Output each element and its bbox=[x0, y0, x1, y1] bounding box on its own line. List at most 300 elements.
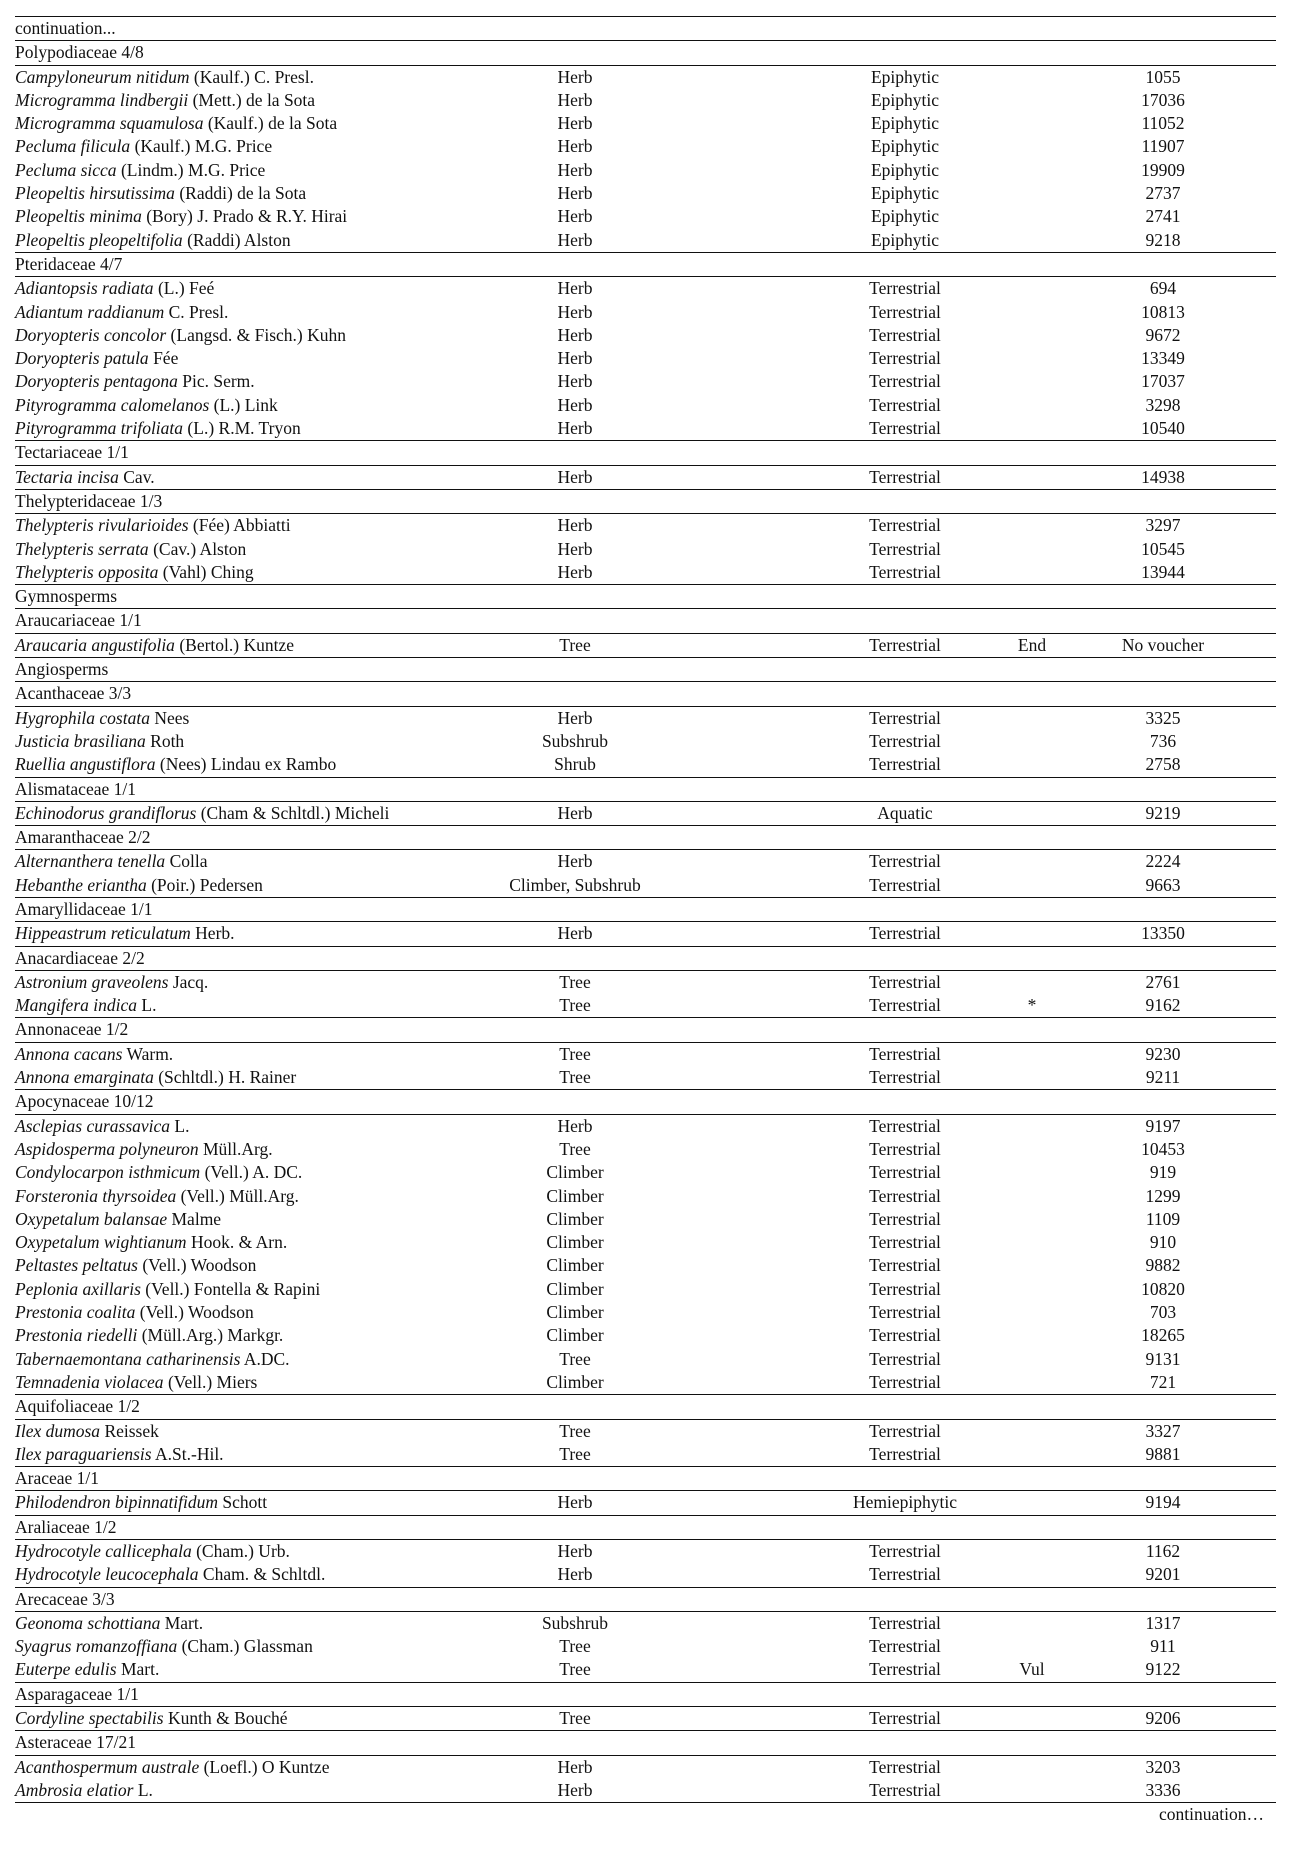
habit-cell: Climber, Subshrub bbox=[509, 874, 641, 895]
voucher-cell: 9881 bbox=[1145, 1443, 1181, 1464]
habit-cell: Herb bbox=[557, 851, 593, 872]
species-genus: Hygrophila costata bbox=[15, 707, 150, 728]
species-name bbox=[15, 277, 214, 300]
species-genus: Pecluma sicca bbox=[15, 159, 117, 180]
species-genus: Adiantum raddianum bbox=[15, 301, 165, 322]
substrate-cell: Aquatic bbox=[877, 802, 933, 823]
table-row bbox=[15, 753, 1276, 776]
species-name bbox=[15, 922, 235, 945]
species-name bbox=[15, 1756, 329, 1779]
species-genus: Hebanthe eriantha bbox=[15, 874, 147, 895]
habit-cell: Climber bbox=[546, 1208, 604, 1229]
species-name bbox=[15, 971, 208, 994]
species-authority: Jacq. bbox=[168, 971, 209, 992]
voucher-cell: 2758 bbox=[1145, 754, 1181, 775]
species-authority: Warm. bbox=[122, 1043, 174, 1064]
group-header-row bbox=[15, 489, 1276, 514]
habit-cell: Herb bbox=[557, 183, 593, 204]
species-genus: Tectaria incisa bbox=[15, 466, 119, 487]
voucher-cell: 10453 bbox=[1141, 1138, 1185, 1159]
species-genus: Hippeastrum reticulatum bbox=[15, 923, 191, 944]
voucher-cell: 17036 bbox=[1141, 89, 1185, 110]
species-authority: (Vell.) Miers bbox=[163, 1371, 258, 1392]
substrate-cell: Epiphytic bbox=[870, 136, 940, 157]
voucher-cell: 13349 bbox=[1141, 348, 1185, 369]
table-row bbox=[15, 922, 1276, 945]
habit-cell: Herb bbox=[557, 89, 593, 110]
table-row bbox=[15, 89, 1276, 112]
habit-cell: Climber bbox=[546, 1278, 604, 1299]
substrate-cell: Terrestrial bbox=[869, 1138, 941, 1159]
species-authority: (Bertol.) Kuntze bbox=[174, 634, 294, 655]
group-header-row bbox=[15, 777, 1276, 802]
voucher-cell: 9663 bbox=[1145, 874, 1181, 895]
substrate-cell: Terrestrial bbox=[869, 1208, 941, 1229]
table-row bbox=[15, 1491, 1276, 1514]
substrate-cell: Epiphytic bbox=[870, 229, 940, 250]
species-name bbox=[15, 1301, 254, 1324]
group-header: Aquifoliaceae 1/2 bbox=[15, 1396, 140, 1417]
habit-cell: Herb bbox=[557, 538, 593, 559]
species-name bbox=[15, 730, 184, 753]
species-genus: Hydrocotyle leucocephala bbox=[15, 1564, 199, 1585]
voucher-cell: 9162 bbox=[1145, 995, 1181, 1016]
habit-cell: Herb bbox=[557, 113, 593, 134]
voucher-cell: 3203 bbox=[1145, 1756, 1181, 1777]
habit-cell: Herb bbox=[557, 394, 593, 415]
group-header: Thelypteridaceae 1/3 bbox=[15, 490, 163, 511]
substrate-cell: Epiphytic bbox=[870, 183, 940, 204]
species-genus: Annona emarginata bbox=[15, 1067, 154, 1088]
voucher-cell: 14938 bbox=[1141, 466, 1185, 487]
group-header: Angiosperms bbox=[15, 659, 109, 680]
habit-cell: Climber bbox=[546, 1371, 604, 1392]
table-row bbox=[15, 1779, 1276, 1802]
group-header: Arecaceae 3/3 bbox=[15, 1588, 115, 1609]
group-header-row bbox=[15, 1466, 1276, 1491]
species-genus: Peltastes peltatus bbox=[15, 1255, 138, 1276]
species-genus: Oxypetalum balansae bbox=[15, 1208, 168, 1229]
substrate-cell: Terrestrial bbox=[869, 1162, 941, 1183]
substrate-cell: Terrestrial bbox=[869, 995, 941, 1016]
habit-cell: Tree bbox=[559, 1636, 591, 1657]
substrate-cell: Terrestrial bbox=[869, 1115, 941, 1136]
species-name bbox=[15, 634, 294, 657]
voucher-cell: 694 bbox=[1149, 278, 1177, 299]
species-authority: (Vell.) Fontella & Rapini bbox=[140, 1278, 321, 1299]
species-authority: (Raddi) Alston bbox=[182, 229, 291, 250]
group-header: Tectariaceae 1/1 bbox=[15, 442, 129, 463]
habit-cell: Herb bbox=[557, 371, 593, 392]
voucher-cell: 13350 bbox=[1141, 923, 1185, 944]
table-row bbox=[15, 301, 1276, 324]
group-header: Alismataceae 1/1 bbox=[15, 778, 136, 799]
species-genus: Forsteronia thyrsoidea bbox=[15, 1185, 177, 1206]
substrate-cell: Terrestrial bbox=[869, 1612, 941, 1633]
group-header-row bbox=[15, 252, 1276, 277]
group-header: Gymnosperms bbox=[15, 586, 118, 607]
species-authority: Schott bbox=[218, 1492, 268, 1513]
table-row bbox=[15, 1420, 1276, 1443]
substrate-cell: Terrestrial bbox=[869, 1420, 941, 1441]
table-row bbox=[15, 66, 1276, 89]
species-genus: Euterpe edulis bbox=[15, 1659, 117, 1680]
table-row bbox=[15, 1161, 1276, 1184]
substrate-cell: Epiphytic bbox=[870, 66, 940, 87]
group-header: Polypodiaceae 4/8 bbox=[15, 42, 144, 63]
substrate-cell: Epiphytic bbox=[870, 206, 940, 227]
species-genus: Doryopteris concolor bbox=[15, 324, 167, 345]
habit-cell: Herb bbox=[557, 136, 593, 157]
species-genus: Campyloneurum nitidum bbox=[15, 66, 190, 87]
species-name bbox=[15, 229, 291, 252]
substrate-cell: Terrestrial bbox=[869, 1659, 941, 1680]
species-authority: A.St.-Hil. bbox=[151, 1443, 224, 1464]
voucher-cell: 9131 bbox=[1145, 1348, 1181, 1369]
species-genus: Doryopteris pentagona bbox=[15, 371, 178, 392]
group-header-row bbox=[15, 682, 1276, 706]
species-name bbox=[15, 1371, 257, 1394]
table-row bbox=[15, 1658, 1276, 1681]
table-row bbox=[15, 1208, 1276, 1231]
group-header: Asparagaceae 1/1 bbox=[15, 1683, 139, 1704]
continuation-text: continuation… bbox=[1159, 1804, 1264, 1825]
habit-cell: Tree bbox=[559, 1420, 591, 1441]
substrate-cell: Terrestrial bbox=[869, 324, 941, 345]
species-genus: Pleopeltis hirsutissima bbox=[15, 183, 175, 204]
substrate-cell: Terrestrial bbox=[869, 1325, 941, 1346]
species-authority: (Vell.) A. DC. bbox=[200, 1162, 303, 1183]
habit-cell: Climber bbox=[546, 1232, 604, 1253]
species-name bbox=[15, 1612, 203, 1635]
species-name bbox=[15, 850, 207, 873]
habit-cell: Herb bbox=[557, 159, 593, 180]
species-authority: Cham. & Schltdl. bbox=[198, 1564, 326, 1585]
voucher-cell: 9230 bbox=[1145, 1043, 1181, 1064]
species-name bbox=[15, 1043, 173, 1066]
voucher-cell: 736 bbox=[1149, 730, 1177, 751]
habit-cell: Climber bbox=[546, 1185, 604, 1206]
species-authority: (Kaulf.) M.G. Price bbox=[130, 136, 273, 157]
species-name bbox=[15, 301, 228, 324]
voucher-cell: 911 bbox=[1150, 1636, 1176, 1657]
substrate-cell: Terrestrial bbox=[869, 418, 941, 439]
habit-cell: Tree bbox=[559, 995, 591, 1016]
species-name bbox=[15, 1231, 287, 1254]
table-row bbox=[15, 417, 1276, 440]
table-row bbox=[15, 466, 1276, 489]
table-row bbox=[15, 1348, 1276, 1371]
table-row bbox=[15, 1138, 1276, 1161]
table-row bbox=[15, 1635, 1276, 1658]
species-authority: Pic. Serm. bbox=[177, 371, 255, 392]
species-authority: Müll.Arg. bbox=[198, 1138, 273, 1159]
species-name bbox=[15, 324, 346, 347]
habit-cell: Tree bbox=[559, 1067, 591, 1088]
species-authority: Herb. bbox=[190, 923, 235, 944]
habit-cell: Herb bbox=[557, 466, 593, 487]
substrate-cell: Terrestrial bbox=[869, 1756, 941, 1777]
species-genus: Oxypetalum wightianum bbox=[15, 1232, 187, 1253]
table-row bbox=[15, 1254, 1276, 1277]
substrate-cell: Hemiepiphytic bbox=[852, 1492, 957, 1513]
species-authority: Mart. bbox=[116, 1659, 160, 1680]
voucher-cell: 721 bbox=[1149, 1371, 1177, 1392]
species-authority: (Vell.) Woodson bbox=[137, 1255, 257, 1276]
substrate-cell: Terrestrial bbox=[869, 1067, 941, 1088]
group-header-row bbox=[15, 1730, 1276, 1755]
species-name bbox=[15, 1658, 159, 1681]
group-header: Annonaceae 1/2 bbox=[15, 1019, 129, 1040]
substrate-cell: Terrestrial bbox=[869, 851, 941, 872]
species-name bbox=[15, 1491, 267, 1514]
voucher-cell: 9201 bbox=[1145, 1564, 1181, 1585]
species-name bbox=[15, 466, 155, 489]
voucher-cell: 910 bbox=[1149, 1232, 1177, 1253]
species-genus: Thelypteris serrata bbox=[15, 538, 149, 559]
species-authority: Hook. & Arn. bbox=[186, 1232, 288, 1253]
group-header: Araliaceae 1/2 bbox=[15, 1516, 117, 1537]
species-name bbox=[15, 538, 246, 561]
species-genus: Geonoma schottiana bbox=[15, 1612, 161, 1633]
substrate-cell: Epiphytic bbox=[870, 89, 940, 110]
habit-cell: Herb bbox=[557, 1115, 593, 1136]
species-authority: (Kaulf.) de la Sota bbox=[203, 113, 338, 134]
species-genus: Microgramma lindbergii bbox=[15, 89, 189, 110]
substrate-cell: Terrestrial bbox=[869, 278, 941, 299]
table-row bbox=[15, 538, 1276, 561]
species-name bbox=[15, 1324, 283, 1347]
voucher-cell: 9219 bbox=[1145, 802, 1181, 823]
table-row bbox=[15, 135, 1276, 158]
table-row bbox=[15, 1231, 1276, 1254]
species-name bbox=[15, 370, 255, 393]
habit-cell: Herb bbox=[557, 1779, 593, 1800]
species-authority: (Langsd. & Fisch.) Kuhn bbox=[166, 324, 347, 345]
voucher-cell: 3297 bbox=[1145, 515, 1181, 536]
substrate-cell: Terrestrial bbox=[869, 561, 941, 582]
group-header-row bbox=[15, 946, 1276, 971]
species-name bbox=[15, 1563, 325, 1586]
species-genus: Microgramma squamulosa bbox=[15, 113, 204, 134]
species-genus: Adiantopsis radiata bbox=[15, 278, 154, 299]
voucher-cell: 1317 bbox=[1145, 1612, 1181, 1633]
group-header: Araceae 1/1 bbox=[15, 1468, 100, 1489]
habit-cell: Herb bbox=[557, 802, 593, 823]
table-row bbox=[15, 277, 1276, 300]
species-genus: Asclepias curassavica bbox=[15, 1115, 171, 1136]
substrate-cell: Epiphytic bbox=[870, 159, 940, 180]
species-authority: Colla bbox=[165, 851, 208, 872]
continuation-text: continuation... bbox=[15, 18, 116, 38]
species-genus: Alternanthera tenella bbox=[15, 851, 166, 872]
habit-cell: Herb bbox=[557, 923, 593, 944]
table-row bbox=[15, 159, 1276, 182]
voucher-cell: 10545 bbox=[1141, 538, 1185, 559]
group-header-row bbox=[15, 1394, 1276, 1419]
habit-cell: Herb bbox=[557, 301, 593, 322]
species-genus: Astronium graveolens bbox=[15, 971, 169, 992]
species-name bbox=[15, 1066, 296, 1089]
group-header-row bbox=[15, 40, 1276, 65]
species-genus: Annona cacans bbox=[15, 1043, 123, 1064]
table-row bbox=[15, 1371, 1276, 1394]
substrate-cell: Terrestrial bbox=[869, 754, 941, 775]
species-authority: Kunth & Bouché bbox=[163, 1708, 288, 1729]
species-name bbox=[15, 874, 263, 897]
species-genus: Ambrosia elatior bbox=[15, 1779, 134, 1800]
habit-cell: Subshrub bbox=[541, 730, 609, 751]
species-authority: (Lindm.) M.G. Price bbox=[116, 159, 266, 180]
species-genus: Echinodorus grandiflorus bbox=[15, 802, 197, 823]
group-header-row bbox=[15, 1682, 1276, 1707]
substrate-cell: Terrestrial bbox=[869, 1043, 941, 1064]
table-row bbox=[15, 205, 1276, 228]
substrate-cell: Terrestrial bbox=[869, 1636, 941, 1657]
habit-cell: Tree bbox=[559, 1138, 591, 1159]
voucher-cell: 9194 bbox=[1145, 1492, 1181, 1513]
species-authority: (Vahl) Ching bbox=[158, 561, 254, 582]
table-row bbox=[15, 347, 1276, 370]
species-authority: L. bbox=[170, 1115, 190, 1136]
habit-cell: Climber bbox=[546, 1325, 604, 1346]
species-name bbox=[15, 1779, 153, 1802]
habit-cell: Tree bbox=[559, 634, 591, 655]
substrate-cell: Terrestrial bbox=[869, 1278, 941, 1299]
table-row bbox=[15, 1612, 1276, 1635]
substrate-cell: Terrestrial bbox=[869, 1708, 941, 1729]
table-row bbox=[15, 850, 1276, 873]
group-header: Acanthaceae 3/3 bbox=[15, 683, 132, 704]
substrate-cell: Terrestrial bbox=[869, 874, 941, 895]
group-header: Amaranthaceae 2/2 bbox=[15, 827, 151, 848]
voucher-cell: 2741 bbox=[1145, 206, 1181, 227]
habit-cell: Herb bbox=[557, 418, 593, 439]
species-name bbox=[15, 1540, 290, 1563]
species-genus: Aspidosperma polyneuron bbox=[15, 1138, 199, 1159]
voucher-cell: 1109 bbox=[1145, 1208, 1181, 1229]
species-name bbox=[15, 89, 315, 112]
voucher-cell: 13944 bbox=[1141, 561, 1185, 582]
species-name bbox=[15, 347, 178, 370]
group-header: Anacardiaceae 2/2 bbox=[15, 947, 145, 968]
habit-cell: Herb bbox=[557, 206, 593, 227]
habit-cell: Climber bbox=[546, 1302, 604, 1323]
habit-cell: Tree bbox=[559, 1708, 591, 1729]
substrate-cell: Terrestrial bbox=[869, 1371, 941, 1392]
voucher-cell: 2761 bbox=[1145, 971, 1181, 992]
species-authority: (Loefl.) O Kuntze bbox=[199, 1756, 330, 1777]
substrate-cell: Terrestrial bbox=[869, 1443, 941, 1464]
substrate-cell: Terrestrial bbox=[869, 971, 941, 992]
substrate-cell: Terrestrial bbox=[869, 515, 941, 536]
substrate-cell: Terrestrial bbox=[869, 1564, 941, 1585]
voucher-cell: 18265 bbox=[1141, 1325, 1185, 1346]
species-name bbox=[15, 1635, 313, 1658]
species-genus: Philodendron bipinnatifidum bbox=[15, 1492, 219, 1513]
species-name bbox=[15, 417, 301, 440]
species-authority: Nees bbox=[149, 707, 190, 728]
group-header-row bbox=[15, 1017, 1276, 1042]
table-row bbox=[15, 1443, 1276, 1466]
group-header-row bbox=[15, 1587, 1276, 1612]
habit-cell: Herb bbox=[557, 324, 593, 345]
habit-cell: Herb bbox=[557, 561, 593, 582]
voucher-cell: 10540 bbox=[1141, 418, 1185, 439]
species-name bbox=[15, 182, 306, 205]
species-genus: Pityrogramma trifoliata bbox=[15, 418, 184, 439]
voucher-cell: 3325 bbox=[1145, 707, 1181, 728]
voucher-cell: 9882 bbox=[1145, 1255, 1181, 1276]
table-row bbox=[15, 1278, 1276, 1301]
voucher-cell: 1055 bbox=[1145, 66, 1181, 87]
voucher-cell: 9197 bbox=[1145, 1115, 1181, 1136]
species-name bbox=[15, 1138, 273, 1161]
table-row bbox=[15, 394, 1276, 417]
status-cell: * bbox=[1027, 995, 1037, 1016]
voucher-cell: 17037 bbox=[1141, 371, 1185, 392]
species-genus: Pleopeltis pleopeltifolia bbox=[15, 229, 183, 250]
habit-cell: Herb bbox=[557, 229, 593, 250]
table-row bbox=[15, 802, 1276, 825]
substrate-cell: Terrestrial bbox=[869, 1302, 941, 1323]
continuation-note-bottom bbox=[15, 1802, 1276, 1826]
species-genus: Pecluma filicula bbox=[15, 136, 131, 157]
habit-cell: Tree bbox=[559, 1443, 591, 1464]
habit-cell: Herb bbox=[557, 515, 593, 536]
species-authority: L. bbox=[133, 1779, 153, 1800]
substrate-cell: Terrestrial bbox=[869, 1232, 941, 1253]
habit-cell: Subshrub bbox=[541, 1612, 609, 1633]
group-header-row bbox=[15, 897, 1276, 922]
group-header: Pteridaceae 4/7 bbox=[15, 253, 123, 274]
table-body bbox=[15, 40, 1276, 1802]
species-genus: Ilex paraguariensis bbox=[15, 1443, 152, 1464]
habit-cell: Tree bbox=[559, 971, 591, 992]
species-name bbox=[15, 112, 337, 135]
table-row bbox=[15, 1301, 1276, 1324]
voucher-cell: 9211 bbox=[1145, 1067, 1181, 1088]
species-name bbox=[15, 1254, 256, 1277]
species-authority: (Poir.) Pedersen bbox=[146, 874, 263, 895]
species-authority: (L.) R.M. Tryon bbox=[183, 418, 301, 439]
habit-cell: Herb bbox=[557, 278, 593, 299]
substrate-cell: Epiphytic bbox=[870, 113, 940, 134]
species-authority: Mart. bbox=[160, 1612, 204, 1633]
species-genus: Syagrus romanzoffiana bbox=[15, 1636, 178, 1657]
voucher-cell: 1162 bbox=[1145, 1541, 1181, 1561]
group-header: Asteraceae 17/21 bbox=[15, 1732, 136, 1753]
species-name bbox=[15, 753, 336, 776]
table-row bbox=[15, 1707, 1276, 1730]
species-genus: Pleopeltis minima bbox=[15, 206, 142, 227]
status-cell: End bbox=[1017, 634, 1047, 655]
species-name bbox=[15, 1115, 190, 1138]
table-row bbox=[15, 634, 1276, 657]
species-name bbox=[15, 1443, 224, 1466]
table-row bbox=[15, 1563, 1276, 1586]
voucher-cell: 9122 bbox=[1145, 1659, 1181, 1680]
substrate-cell: Terrestrial bbox=[869, 371, 941, 392]
substrate-cell: Terrestrial bbox=[869, 538, 941, 559]
species-genus: Condylocarpon isthmicum bbox=[15, 1162, 201, 1183]
table-row bbox=[15, 1540, 1276, 1563]
species-genus: Hydrocotyle callicephala bbox=[15, 1541, 192, 1561]
species-genus: Prestonia coalita bbox=[15, 1302, 136, 1323]
habit-cell: Herb bbox=[557, 1564, 593, 1585]
table-row bbox=[15, 182, 1276, 205]
species-name bbox=[15, 1208, 221, 1231]
